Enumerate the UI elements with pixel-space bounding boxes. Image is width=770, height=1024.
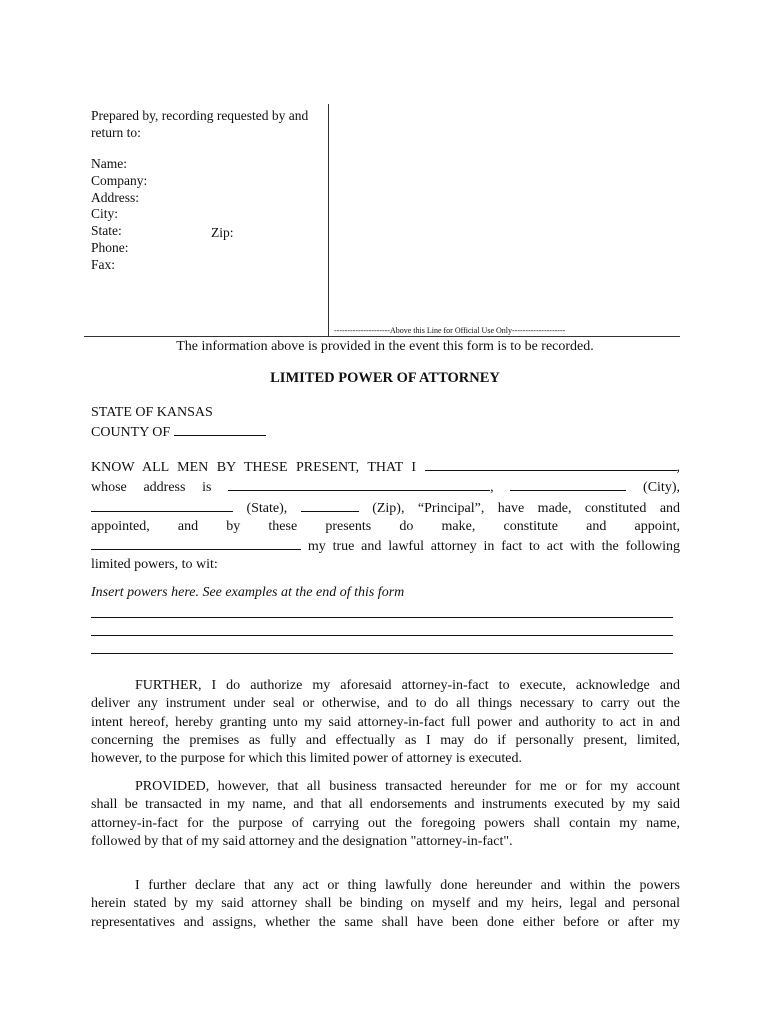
company-field-label: Company: (91, 172, 148, 188)
word: by (226, 518, 241, 534)
further-line: deliver any instrument under seal or otherwise, and to do all things necessary to carry out the (91, 696, 680, 712)
city-label: (City), (643, 480, 680, 496)
recording-info-text: The information above is provided in the event this form is to be recorded. (176, 339, 594, 354)
word: and (586, 518, 607, 534)
declaration-line: representatives and assigns, whether the same shall have been done either before or after my (91, 914, 680, 930)
word: appoint, (634, 518, 680, 534)
horizontal-divider (84, 336, 680, 337)
attorney-name-blank[interactable] (91, 536, 301, 550)
whose-address-text: whose address is (91, 480, 212, 496)
know-all-text: KNOW ALL MEN BY THESE PRESENT, THAT I (91, 460, 417, 475)
county-blank[interactable] (174, 422, 266, 436)
provided-line: followed by that of my said attorney and the designation "attorney-in-fact". (91, 833, 513, 849)
phone-field-label: Phone: (91, 239, 129, 255)
fax-field-label: Fax: (91, 256, 116, 272)
word: appointed, (91, 518, 150, 534)
powers-blank-line-2[interactable] (91, 635, 673, 636)
vertical-divider (328, 104, 329, 336)
further-line: however, to the purpose for which this limited power of attorney is executed. (91, 751, 522, 767)
word: constitute (503, 518, 558, 534)
know-all-line-2 (91, 477, 680, 497)
further-line: concerning the premises as fully and effectually as I may do if personally present, limited, (91, 732, 680, 748)
powers-blank-line-3[interactable] (91, 653, 673, 654)
prepared-by-text: Prepared by, recording requested by and return to: (91, 108, 309, 140)
zip-field-label: Zip: (211, 225, 234, 240)
attorney-text: my true and lawful attorney in fact to act with the following (307, 539, 681, 555)
know-all-line-3 (91, 498, 680, 518)
further-line: intent hereof, hereby granting unto my said attorney-in-fact full power and authority to act in and (91, 714, 680, 730)
powers-instruction: Insert powers here. See examples at the end of this form (91, 585, 405, 600)
state-label: (State), (246, 500, 288, 516)
contact-fields (91, 156, 147, 274)
declaration-line: I further declare that any act or thing lawfully done hereunder and within the powers (135, 878, 680, 893)
county-label: COUNTY OF (91, 425, 171, 440)
zip-blank[interactable] (301, 498, 359, 512)
know-all-line-4 (91, 518, 680, 536)
word: and (177, 518, 199, 534)
address-field-label: Address: (91, 189, 139, 205)
declaration-line: herein stated by my said attorney shall be binding on myself and my heirs, legal and personal (91, 896, 680, 912)
know-all-line-1 (91, 457, 680, 477)
provided-line: attorney-in-fact for the purpose of carrying out the foregoing powers shall contain my name, (91, 815, 680, 831)
address-blank[interactable] (228, 477, 490, 491)
recording-header (84, 104, 680, 336)
document-title: LIMITED POWER OF ATTORNEY (270, 370, 500, 386)
word: these (268, 518, 298, 534)
city-blank[interactable] (510, 477, 626, 491)
state-line: STATE OF KANSAS (91, 405, 213, 420)
state-blank[interactable] (91, 498, 233, 512)
word: make, (441, 518, 476, 534)
city-field-label: City: (91, 206, 119, 222)
know-all-line-6: limited powers, to wit: (91, 557, 218, 573)
official-use-notice: ---------------------Above this Line for Official Use Only-------------------- (334, 326, 566, 335)
comma: , (490, 480, 494, 496)
know-all-paragraph (91, 457, 680, 575)
provided-paragraph (91, 778, 680, 851)
word: do (399, 518, 414, 534)
provided-line: PROVIDED, however, that all business transacted hereunder for me or for my account (135, 779, 680, 794)
powers-blank-line-1[interactable] (91, 617, 673, 618)
zip-principal-text: (Zip), “Principal”, have made, constituted and (372, 500, 681, 516)
further-line: FURTHER, I do authorize my aforesaid attorney-in-fact to execute, acknowledge and (135, 678, 680, 693)
word: presents (325, 518, 372, 534)
know-all-line-5 (91, 536, 680, 556)
name-field-label: Name: (91, 156, 127, 171)
provided-line: shall be transacted in my name, and that all endorsements and instruments executed by my said (91, 797, 680, 813)
principal-name-blank[interactable] (425, 457, 677, 471)
declaration-paragraph (91, 877, 680, 932)
state-field-label: State: (91, 223, 122, 239)
county-line (91, 422, 266, 442)
comma: , (676, 460, 680, 475)
venue-block (91, 403, 266, 442)
further-paragraph (91, 677, 680, 768)
